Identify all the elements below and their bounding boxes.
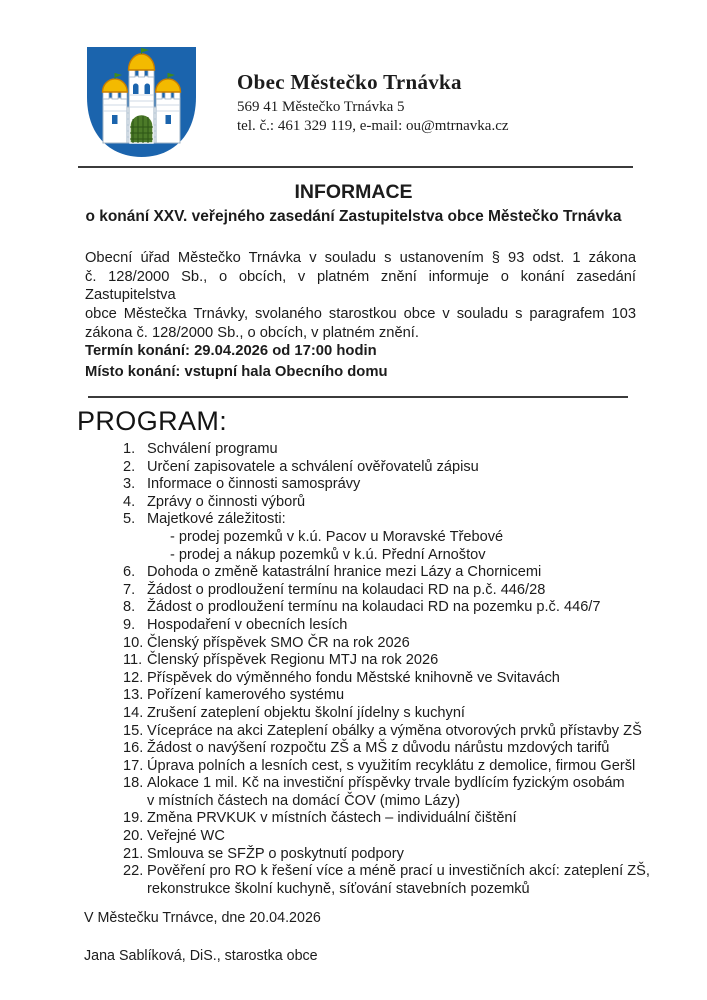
page-title: INFORMACE bbox=[294, 181, 413, 203]
program-item-text: Informace o činnosti samosprávy bbox=[147, 476, 361, 493]
event-place: Místo konání: vstupní hala Obecního domu bbox=[85, 363, 388, 380]
program-item-text: Členský příspěvek SMO ČR na rok 2026 bbox=[147, 634, 410, 651]
program-item-text: Alokace 1 mil. Kč na investiční příspěvky trvale bydlícím fyzickým osobám bbox=[147, 775, 625, 792]
program-item-text: Příspěvek do výměnného fondu Městské knihovně ve Svitavách bbox=[147, 669, 560, 686]
program-item-number: 18. bbox=[123, 775, 144, 792]
program-item bbox=[0, 494, 707, 512]
program-item bbox=[0, 476, 707, 494]
program-item-number: 14. bbox=[123, 704, 144, 721]
program-heading: PROGRAM: bbox=[77, 406, 228, 436]
program-item-number: 16. bbox=[123, 740, 144, 757]
program-item bbox=[0, 723, 707, 741]
program-item bbox=[0, 582, 707, 600]
program-item-number: 12. bbox=[123, 669, 144, 686]
org-address: 569 41 Městečko Trnávka 5 bbox=[237, 99, 405, 115]
body-line: Obecní úřad Městečko Trnávka v souladu s ustanovením § 93 odst. 1 zákona bbox=[85, 250, 636, 266]
program-item-number: 21. bbox=[123, 845, 144, 862]
program-item-text: Vícepráce na akci Zateplení obálky a výměna otvorových prvků přístavby ZŠ bbox=[147, 722, 642, 739]
org-name: Obec Městečko Trnávka bbox=[237, 70, 462, 94]
program-item bbox=[0, 687, 707, 705]
program-item-number: 8. bbox=[123, 599, 136, 616]
program-item-text: Schválení programu bbox=[147, 441, 278, 457]
program-item bbox=[0, 652, 707, 670]
program-subitem: - prodej pozemků v k.ú. Pacov u Moravské Třebové bbox=[170, 528, 504, 545]
program-item-number: 9. bbox=[123, 616, 136, 633]
program-item-text: Zprávy o činnosti výborů bbox=[147, 493, 306, 510]
program-item-text: Určení zapisovatele a schválení ověřovatelů zápisu bbox=[147, 458, 479, 475]
program-item bbox=[0, 617, 707, 635]
program-item-number: 11. bbox=[123, 652, 143, 669]
program-item bbox=[0, 758, 707, 776]
body-line: obce Městečka Trnávky, svolaného starostkou obce v souladu s paragrafem 103 bbox=[85, 306, 636, 323]
program-list bbox=[0, 441, 707, 898]
footer-place-date: V Městečku Trnávce, dne 20.04.2026 bbox=[84, 910, 321, 926]
program-item bbox=[0, 810, 707, 828]
program-item-text: Zrušení zateplení objektu školní jídelny s kuchyní bbox=[147, 704, 465, 721]
section-divider bbox=[88, 396, 628, 398]
program-item-text: Pověření pro RO k řešení více a méně prací u investičních akcí: zateplení ZŠ, bbox=[147, 863, 650, 880]
program-item bbox=[0, 863, 707, 881]
program-item bbox=[0, 511, 707, 529]
program-item-text: Úprava polních a lesních cest, s využitím recyklátu z demolice, firmou Geršl bbox=[147, 757, 636, 774]
program-item bbox=[0, 828, 707, 846]
program-item bbox=[0, 775, 707, 793]
program-item-continuation: rekonstrukce školní kuchyně, síťování stavebních pozemků bbox=[147, 880, 530, 897]
program-item-text: Změna PRVKUK v místních částech – individuální čištění bbox=[147, 810, 517, 827]
program-item-text: Členský příspěvek Regionu MTJ na rok 2026 bbox=[147, 652, 439, 669]
program-item-text: Žádost o prodloužení termínu na kolaudaci RD na p.č. 446/28 bbox=[147, 581, 546, 598]
body-line: zákona č. 128/2000 Sb., o obcích, v platném znění. bbox=[85, 324, 419, 341]
program-item-number: 10. bbox=[123, 634, 144, 651]
program-item bbox=[0, 670, 707, 688]
program-item-text: Dohoda o změně katastrální hranice mezi Lázy a Chornicemi bbox=[147, 564, 542, 581]
program-item-number: 17. bbox=[123, 757, 144, 774]
program-item-number: 20. bbox=[123, 828, 144, 845]
program-item-number: 2. bbox=[123, 458, 136, 475]
footer-signature: Jana Sablíková, DiS., starostka obce bbox=[84, 948, 318, 964]
program-item-text: Veřejné WC bbox=[147, 828, 225, 845]
program-item bbox=[0, 459, 707, 477]
program-item-number: 6. bbox=[123, 564, 136, 581]
program-item-text: Smlouva se SFŽP o poskytnutí podpory bbox=[147, 845, 404, 862]
program-item-number: 19. bbox=[123, 810, 144, 827]
program-item-text: Žádost o navýšení rozpočtu ZŠ a MŠ z důvodu nárůstu mzdových tarifů bbox=[147, 740, 610, 757]
program-item bbox=[0, 564, 707, 582]
program-item-number: 3. bbox=[123, 476, 136, 493]
page-subtitle: o konání XXV. veřejného zasedání Zastupitelstva obce Městečko Trnávka bbox=[85, 208, 622, 225]
body-line: č. 128/2000 Sb., o obcích, v platném znění informuje o konání zasedání Zastupitelstva bbox=[85, 268, 636, 304]
header-divider bbox=[78, 166, 633, 168]
program-item-text: Majetkové záležitosti: bbox=[147, 511, 286, 528]
body-paragraph bbox=[85, 249, 636, 343]
event-date: Termín konání: 29.04.2026 od 17:00 hodin bbox=[85, 343, 377, 359]
program-item-continuation: v místních částech na domácí ČOV (mimo Lázy) bbox=[147, 792, 461, 809]
org-contact: tel. č.: 461 329 119, e-mail: ou@mtrnavka.cz bbox=[237, 118, 509, 134]
program-item-number: 4. bbox=[123, 493, 136, 510]
program-item-number: 1. bbox=[123, 441, 136, 457]
program-item-number: 5. bbox=[123, 511, 136, 528]
letterhead bbox=[237, 70, 509, 136]
program-item bbox=[0, 740, 707, 758]
coat-of-arms bbox=[85, 45, 198, 159]
program-item bbox=[0, 441, 707, 459]
program-item-number: 15. bbox=[123, 722, 144, 739]
program-item-text: Hospodaření v obecních lesích bbox=[147, 616, 348, 633]
program-item bbox=[0, 635, 707, 653]
program-item bbox=[0, 599, 707, 617]
program-item-number: 22. bbox=[123, 863, 144, 880]
event-info bbox=[85, 341, 388, 382]
program-item-number: 7. bbox=[123, 581, 136, 598]
program-subitem: - prodej a nákup pozemků v k.ú. Přední Arnoštov bbox=[170, 546, 486, 563]
program-item-text: Žádost o prodloužení termínu na kolaudaci RD na pozemku p.č. 446/7 bbox=[147, 599, 601, 616]
program-item-number: 13. bbox=[123, 687, 144, 704]
castle-shield-icon bbox=[85, 45, 198, 159]
program-item bbox=[0, 846, 707, 864]
program-item-text: Pořízení kamerového systému bbox=[147, 687, 345, 704]
program-item bbox=[0, 705, 707, 723]
